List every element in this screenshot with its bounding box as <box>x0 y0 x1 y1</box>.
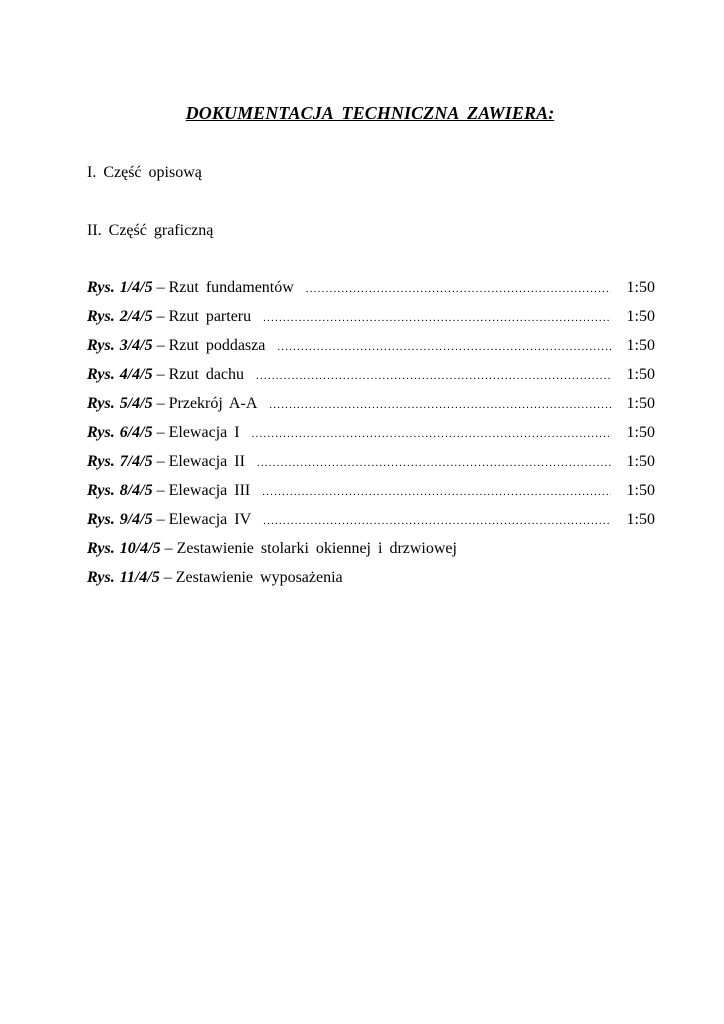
drawing-ref: Rys. 8/4/5 <box>87 482 153 499</box>
dot-leader <box>263 516 611 527</box>
drawing-row-9 <box>87 511 655 540</box>
drawing-row-5 <box>87 395 655 424</box>
drawing-scale: 1:50 <box>626 337 655 354</box>
drawing-ref: Rys. 11/4/5 <box>87 569 160 586</box>
drawing-scale: 1:50 <box>626 395 655 412</box>
drawing-ref: Rys. 9/4/5 <box>87 511 153 528</box>
drawing-scale: 1:50 <box>626 453 655 470</box>
dash: – <box>156 279 165 296</box>
drawing-scale: 1:50 <box>626 366 655 383</box>
dot-leader <box>269 400 611 411</box>
drawing-row-6 <box>87 424 655 453</box>
drawing-ref: Rys. 4/4/5 <box>87 366 153 383</box>
drawing-scale: 1:50 <box>626 308 655 325</box>
drawing-name: Rzut parteru <box>168 308 252 325</box>
drawing-ref: Rys. 5/4/5 <box>87 395 153 412</box>
drawings-list <box>87 279 655 598</box>
dash: – <box>156 453 165 470</box>
drawing-row-8 <box>87 482 655 511</box>
dash: – <box>156 511 165 528</box>
section-descriptive-part: I. Część opisową <box>87 164 202 181</box>
drawing-name: Elewacja II <box>168 453 245 470</box>
section-graphic-part: II. Część graficzną <box>87 222 214 239</box>
drawing-ref: Rys. 1/4/5 <box>87 279 153 296</box>
drawing-ref: Rys. 7/4/5 <box>87 453 153 470</box>
dot-leader <box>263 313 611 324</box>
drawing-ref: Rys. 10/4/5 <box>87 540 161 557</box>
drawing-row-3 <box>87 337 655 366</box>
drawing-name: Zestawienie wyposażenia <box>175 569 343 586</box>
dash: – <box>164 540 173 557</box>
dot-leader <box>257 458 611 469</box>
dot-leader <box>306 284 611 295</box>
drawing-name: Rzut fundamentów <box>168 279 294 296</box>
drawing-ref: Rys. 6/4/5 <box>87 424 153 441</box>
drawing-ref: Rys. 3/4/5 <box>87 337 153 354</box>
dot-leader <box>277 342 611 353</box>
dash: – <box>156 482 165 499</box>
dash: – <box>156 337 165 354</box>
drawing-row-1 <box>87 279 655 308</box>
drawing-name: Przekrój A-A <box>168 395 258 412</box>
dot-leader <box>262 487 611 498</box>
dash: – <box>163 569 172 586</box>
drawing-scale: 1:50 <box>626 424 655 441</box>
drawing-name: Rzut poddasza <box>168 337 266 354</box>
drawing-name: Elewacja IV <box>168 511 252 528</box>
drawing-name: Rzut dachu <box>168 366 245 383</box>
drawing-name: Zestawienie stolarki okiennej i drzwiowej <box>176 540 457 557</box>
dot-leader <box>256 371 611 382</box>
drawing-ref: Rys. 2/4/5 <box>87 308 153 325</box>
drawing-row-4 <box>87 366 655 395</box>
dash: – <box>156 308 165 325</box>
drawing-row-11 <box>87 569 655 598</box>
dash: – <box>156 424 165 441</box>
drawing-name: Elewacja III <box>168 482 251 499</box>
dash: – <box>156 366 165 383</box>
drawing-row-2 <box>87 308 655 337</box>
document-title: DOKUMENTACJA TECHNICZNA ZAWIERA: <box>185 103 555 123</box>
drawing-row-10 <box>87 540 655 569</box>
dot-leader <box>252 429 611 440</box>
drawing-scale: 1:50 <box>626 511 655 528</box>
drawing-row-7 <box>87 453 655 482</box>
dash: – <box>156 395 165 412</box>
drawing-scale: 1:50 <box>626 482 655 499</box>
drawing-name: Elewacja I <box>168 424 240 441</box>
drawing-scale: 1:50 <box>626 279 655 296</box>
